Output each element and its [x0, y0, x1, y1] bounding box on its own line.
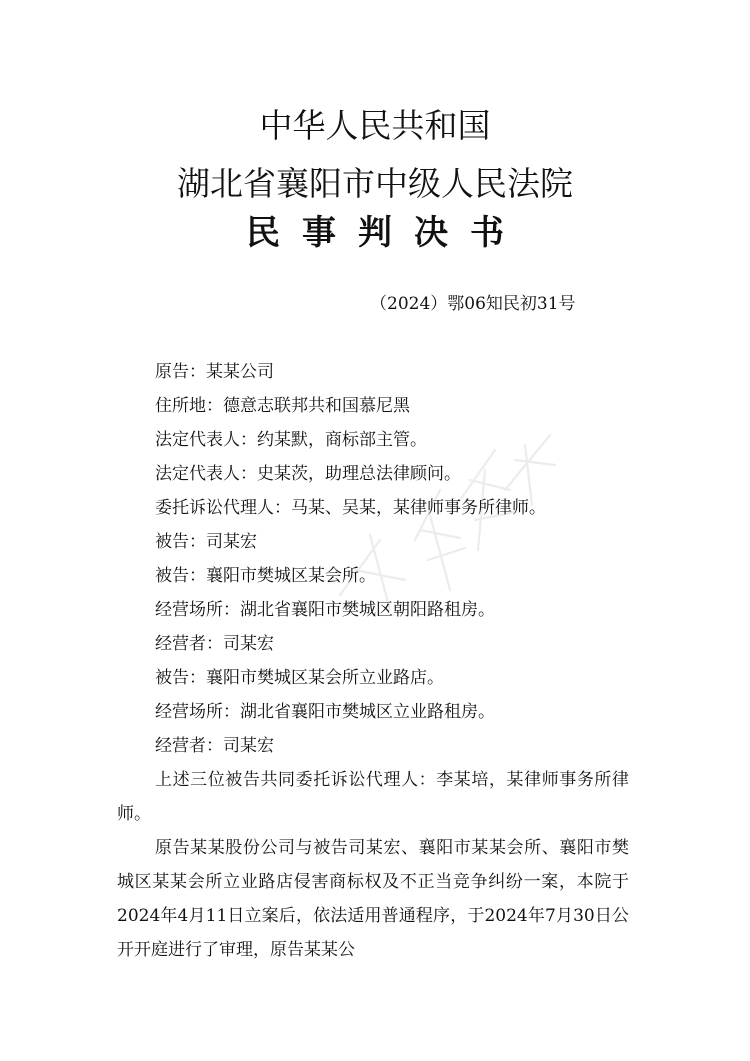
party-plaintiff-address: 住所地：德意志联邦共和国慕尼黑: [155, 396, 410, 416]
party-agents: 委托诉讼代理人：马某、吴某，某律师事务所律师。: [155, 498, 546, 518]
party-defendant-3: 被告：襄阳市樊城区某会所立业路店。: [155, 668, 444, 688]
party-defendant-3-address: 经营场所：湖北省襄阳市樊城区立业路租房。: [155, 702, 495, 722]
party-defendant-2-operator: 经营者：司某宏: [155, 634, 274, 654]
defendants-agent-paragraph: 上述三位被告共同委托诉讼代理人：李某培，某律师事务所律师。: [117, 770, 629, 824]
party-legal-rep-2: 法定代表人：史某茨，助理总法律顾问。: [155, 464, 461, 484]
court-title: 湖北省襄阳市中级人民法院: [177, 164, 573, 203]
party-plaintiff: 原告：某某公司: [155, 362, 274, 382]
document-type-title: 民事判决书: [246, 213, 526, 253]
judgment-body: [117, 355, 629, 967]
party-defendant-2-address: 经营场所：湖北省襄阳市樊城区朝阳路租房。: [155, 600, 495, 620]
party-defendant-1: 被告：司某宏: [155, 532, 257, 552]
country-title: 中华人民共和国: [259, 106, 491, 145]
party-defendant-2: 被告：襄阳市樊城区某会所。: [155, 566, 376, 586]
case-number: （2024）鄂06知民初31号: [370, 294, 576, 314]
case-summary-paragraph: 原告某某股份公司与被告司某宏、襄阳市某某会所、襄阳市樊城区某某会所立业路店侵害商标权及不正当竞争纠纷一案，本院于2024年4月11日立案后，依法适用普通程序，于2024年7月30日公开开庭进行了审理，原告某某公: [117, 838, 629, 960]
party-defendant-3-operator: 经营者：司某宏: [155, 736, 274, 756]
party-legal-rep-1: 法定代表人：约某默，商标部主管。: [155, 430, 427, 450]
